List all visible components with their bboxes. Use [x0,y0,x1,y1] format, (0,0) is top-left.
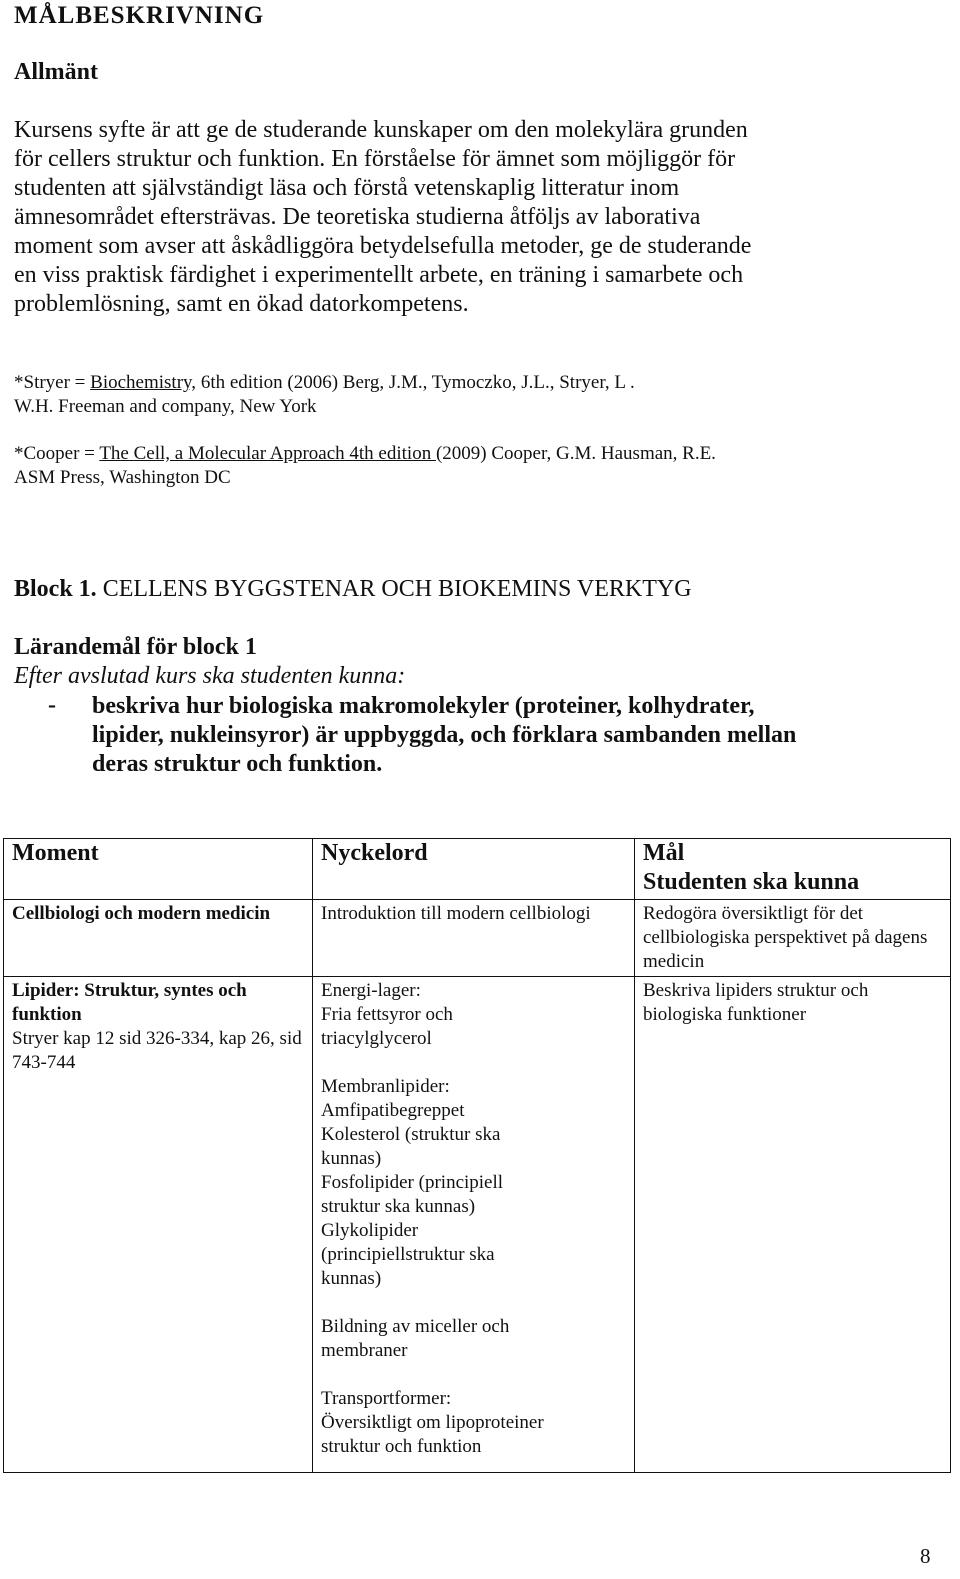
block-label: Block 1. [14,576,97,602]
keyword-line: Amfipatibegreppet [321,1100,465,1121]
keyword-line: struktur ska kunnas) [321,1196,476,1217]
cell-moment [4,977,313,1473]
ref-details: 6th edition (2006) Berg, J.M., Tymoczko, J.L., Stryer, L . [196,372,635,393]
table-row [4,977,951,1473]
keyword-group [321,979,626,1051]
ref-title: The Cell, a Molecular Approach 4th edition [99,443,436,464]
keyword-line: struktur och funktion [321,1436,482,1457]
section-heading-general: Allmänt [14,59,98,85]
learning-goal-bullet [92,692,952,779]
reference-stryer [14,371,635,419]
moment-title: Lipider: Struktur, syntes och funktion [12,980,247,1025]
cell-goal: Beskriva lipiders struktur och biologiska funktioner [635,977,951,1473]
block-name: CELLENS BYGGSTENAR OCH BIOKEMINS VERKTYG [96,576,692,602]
keyword-line: Energi-lager: [321,980,421,1001]
table-row [4,900,951,977]
keyword-line: Översiktligt om lipoproteiner [321,1412,544,1433]
keyword-group [321,1387,626,1459]
ref-publisher: ASM Press, Washington DC [14,467,231,488]
cell-moment: Cellbiologi och modern medicin [4,900,313,977]
page-number: 8 [920,1544,931,1568]
ref-publisher: W.H. Freeman and company, New York [14,396,317,417]
ref-title: Biochemistry, [90,372,197,393]
header-goal-line: Studenten ska kunna [643,869,860,895]
keyword-line: (principiellstruktur ska [321,1244,495,1265]
keyword-group [321,1315,626,1363]
bullet-line: deras struktur och funktion. [92,751,383,777]
page-heading: MÅLBESKRIVNING [14,2,265,29]
header-moment: Moment [4,839,313,900]
cell-keywords [313,977,635,1473]
keyword-line: kunnas) [321,1268,382,1289]
bullet-dash: - [48,692,56,718]
learning-goals-heading: Lärandemål för block 1 [14,634,257,660]
intro-line: Kursens syfte är att ge de studerande kunskaper om den molekylära grunden [14,117,748,143]
intro-line: moment som avser att åskådliggöra betydelsefulla metoder, ge de studerande [14,233,752,259]
intro-line: för cellers struktur och funktion. En förståelse för ämnet som möjliggör för [14,146,736,172]
header-goal [635,839,951,900]
moment-reference: Stryer kap 12 sid 326-334, kap 26, sid 743-744 [12,1028,302,1073]
keyword-line: Kolesterol (struktur ska [321,1124,501,1145]
keyword-line: kunnas) [321,1148,382,1169]
intro-line: ämnesområdet eftersträvas. De teoretiska studierna åtföljs av laborativa [14,204,701,230]
ref-prefix: *Stryer = [14,372,91,393]
cell-goal: Redogöra översiktligt för det cellbiologiska perspektivet på dagens medicin [635,900,951,977]
bullet-line: lipider, nukleinsyror) är uppbyggda, och förklara sambanden mellan [92,722,797,748]
keyword-line: Transportformer: [321,1388,452,1409]
keyword-line: Membranlipider: [321,1076,450,1097]
reference-cooper [14,442,716,490]
ref-details: (2009) Cooper, G.M. Hausman, R.E. [435,443,716,464]
ref-prefix: *Cooper = [14,443,100,464]
table-header-row [4,839,951,900]
keyword-line: Glykolipider [321,1220,419,1241]
learning-goals-intro: Efter avslutad kurs ska studenten kunna: [14,663,406,689]
keyword-group [321,1075,626,1291]
keyword-line: Fria fettsyror och [321,1004,453,1025]
block-title [14,576,692,603]
bullet-line: beskriva hur biologiska makromolekyler (proteiner, kolhydrater, [92,693,755,719]
keyword-line: Fosfolipider (principiell [321,1172,504,1193]
keyword-line: triacylglycerol [321,1028,432,1049]
header-keywords: Nyckelord [313,839,635,900]
intro-line: en viss praktisk färdighet i experimentellt arbete, en träning i samarbete och [14,262,744,288]
header-goal-line: Mål [643,840,685,866]
keyword-line: membraner [321,1340,408,1361]
cell-keywords: Introduktion till modern cellbiologi [313,900,635,977]
intro-line: studenten att självständigt läsa och förstå vetenskaplig litteratur inom [14,175,680,201]
goals-table [3,838,951,1473]
intro-paragraph [14,116,944,319]
keyword-line: Bildning av miceller och [321,1316,510,1337]
intro-line: problemlösning, samt en ökad datorkompetens. [14,291,469,317]
